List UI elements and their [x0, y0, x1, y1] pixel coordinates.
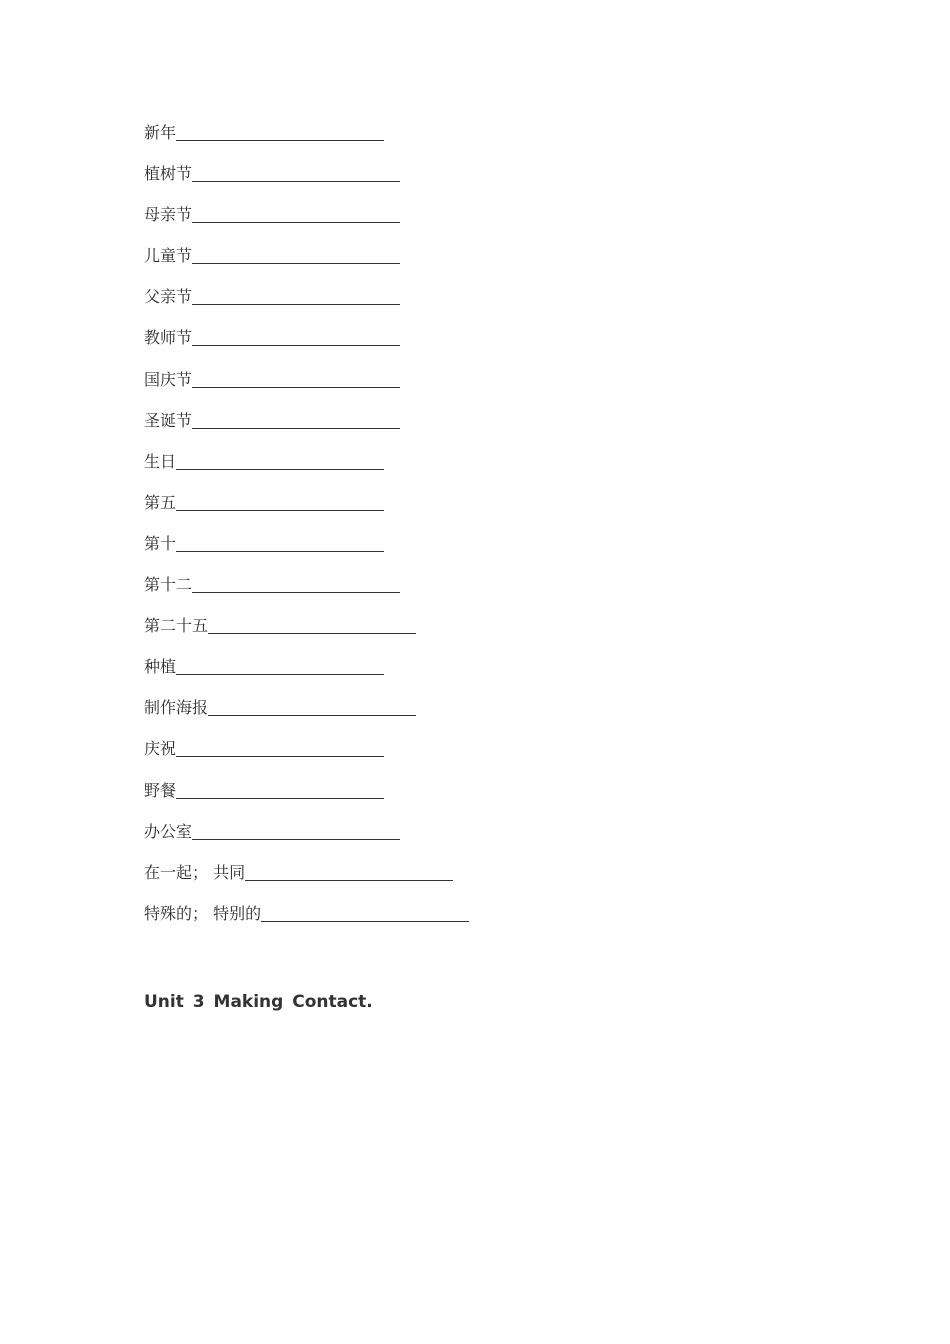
answer-blank[interactable] [176, 778, 384, 799]
vocab-item [144, 243, 469, 284]
vocab-item [144, 202, 469, 243]
vocab-list [144, 120, 469, 942]
vocab-item [144, 367, 469, 408]
answer-blank[interactable] [176, 490, 384, 511]
vocab-item [144, 860, 469, 901]
answer-blank[interactable] [176, 736, 384, 757]
answer-blank[interactable] [176, 654, 384, 675]
answer-blank[interactable] [176, 449, 384, 470]
vocab-item [144, 901, 469, 942]
vocab-term: 母亲节 [144, 205, 193, 225]
vocab-item [144, 161, 469, 202]
answer-blank[interactable] [192, 243, 400, 264]
vocab-item [144, 778, 469, 819]
vocab-item [144, 736, 469, 777]
vocab-item [144, 654, 469, 695]
vocab-term: 儿童节 [144, 246, 193, 266]
vocab-term: 第十 [144, 533, 177, 553]
answer-blank[interactable] [192, 819, 400, 840]
answer-blank[interactable] [192, 202, 400, 223]
answer-blank[interactable] [192, 284, 400, 305]
vocab-term: 植树节 [144, 164, 193, 184]
answer-blank[interactable] [192, 161, 400, 182]
unit-heading: Unit 3 Making Contact. [144, 992, 373, 1012]
vocab-term: 在一起； 共同 [144, 862, 246, 882]
answer-blank[interactable] [208, 695, 416, 716]
vocab-item [144, 531, 469, 572]
vocab-term: 教师节 [144, 328, 193, 348]
vocab-item [144, 819, 469, 860]
vocab-term: 种植 [144, 657, 177, 677]
vocab-term: 第二十五 [144, 616, 209, 636]
vocab-item [144, 572, 469, 613]
answer-blank[interactable] [192, 572, 400, 593]
vocab-item [144, 325, 469, 366]
answer-blank[interactable] [192, 367, 400, 388]
vocab-item [144, 284, 469, 325]
answer-blank[interactable] [192, 325, 400, 346]
vocab-term: 办公室 [144, 821, 193, 841]
vocab-term: 庆祝 [144, 739, 177, 759]
vocab-item [144, 120, 469, 161]
vocab-term: 野餐 [144, 780, 177, 800]
vocab-term: 国庆节 [144, 369, 193, 389]
answer-blank[interactable] [261, 901, 469, 922]
vocab-term: 第五 [144, 492, 177, 512]
vocab-term: 特殊的； 特别的 [144, 903, 262, 923]
vocab-term: 新年 [144, 123, 177, 142]
vocab-item [144, 490, 469, 531]
answer-blank[interactable] [176, 120, 384, 141]
answer-blank[interactable] [245, 860, 453, 881]
vocab-item [144, 449, 469, 490]
vocab-item [144, 695, 469, 736]
vocab-term: 第十二 [144, 575, 193, 595]
vocab-term: 生日 [144, 451, 177, 471]
vocab-term: 父亲节 [144, 287, 193, 307]
vocab-item [144, 613, 469, 654]
vocab-term: 圣诞节 [144, 410, 193, 430]
answer-blank[interactable] [192, 408, 400, 429]
vocab-term: 制作海报 [144, 698, 209, 718]
answer-blank[interactable] [176, 531, 384, 552]
answer-blank[interactable] [208, 613, 416, 634]
vocab-item [144, 408, 469, 449]
